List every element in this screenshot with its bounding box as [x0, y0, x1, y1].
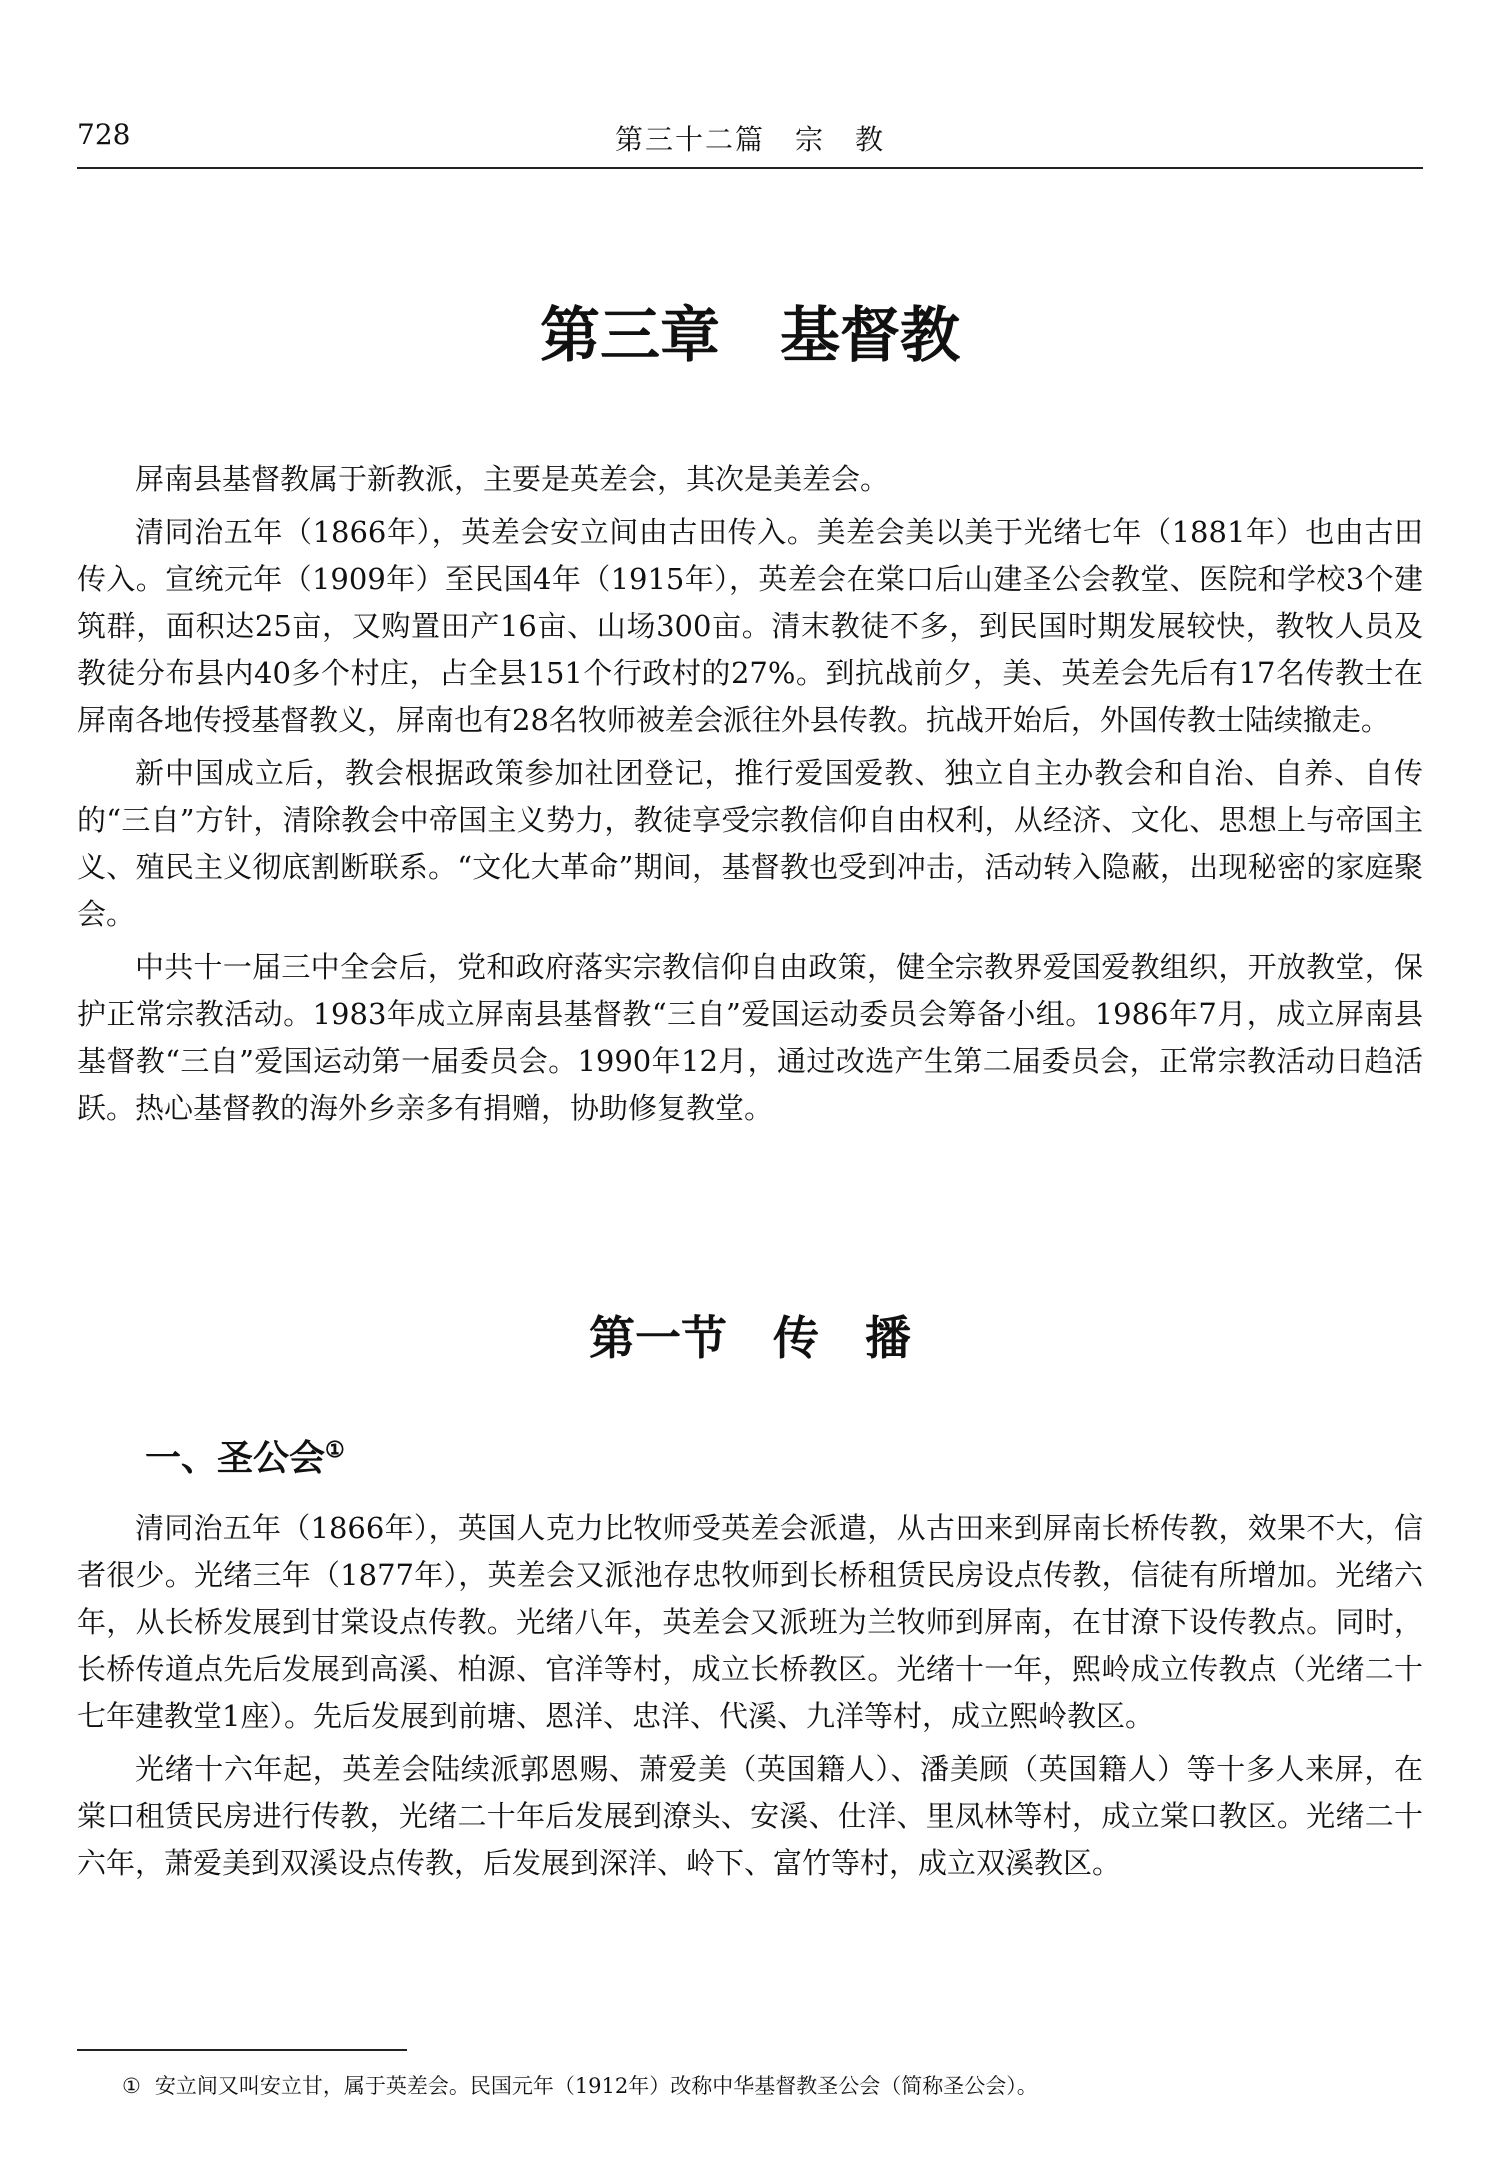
running-header [77, 118, 1423, 166]
paragraph: 清同治五年（1866年），英国人克力比牧师受英差会派遣，从古田来到屏南长桥传教，效果不大，信者很少。光绪三年（1877年），英差会又派池存忠牧师到长桥租赁民房设点传教，信徒有所增加。光绪六年，从长桥发展到甘棠设点传教。光绪八年，英差会又派班为兰牧师到屏南，在甘潦下设传教点。同时，长桥传道点先后发展到高溪、柏源、官洋等村，成立长桥教区。光绪十一年，熙岭成立传教点（光绪二十七年建教堂1座）。先后发展到前塘、恩洋、忠洋、代溪、九洋等村，成立熙岭教区。 [77, 1511, 1423, 1733]
footnote-reference[interactable]: ① [325, 1437, 345, 1463]
paragraph: 中共十一届三中全会后，党和政府落实宗教信仰自由政策，健全宗教界爱国爱教组织，开放教堂，保护正常宗教活动。1983年成立屏南县基督教“三自”爱国运动委员会筹备小组。1986年7月，成立屏南县基督教“三自”爱国运动第一届委员会。1990年12月，通过改选产生第二届委员会，正常宗教活动日趋活跃。热心基督教的海外乡亲多有捐赠，协助修复教堂。 [77, 950, 1423, 1125]
running-title: 第三十二篇 宗 教 [614, 123, 885, 156]
paragraph: 屏南县基督教属于新教派，主要是英差会，其次是美差会。 [135, 462, 890, 496]
footnote-rule [77, 2049, 407, 2051]
chapter-title: 第三章 基督教 [540, 301, 960, 371]
footnote-text: 安立间又叫安立甘，属于英差会。民国元年（1912年）改称中华基督教圣公会（简称圣公会）。 [154, 2074, 1038, 2098]
section-title: 第一节 传 播 [589, 1311, 911, 1365]
section-body [77, 1505, 1423, 1893]
page-number: 728 [77, 118, 131, 151]
chapter-intro [77, 456, 1423, 1138]
footnote [122, 2071, 1423, 2101]
paragraph: 清同治五年（1866年），英差会安立间由古田传入。美差会美以美于光绪七年（1881年）也由古田传入。宣统元年（1909年）至民国4年（1915年），英差会在棠口后山建圣公会教堂、医院和学校3个建筑群，面积达25亩，又购置田产16亩、山场300亩。清末教徒不多，到民国时期发展较快，教牧人员及教徒分布县内40多个村庄，占全县151个行政村的27%。到抗战前夕，美、英差会先后有17名传教士在屏南各地传授基督教义，屏南也有28名牧师被差会派往外县传教。抗战开始后，外国传教士陆续撤走。 [77, 515, 1423, 737]
header-rule [77, 167, 1423, 169]
paragraph: 光绪十六年起，英差会陆续派郭恩赐、萧爱美（英国籍人）、潘美顾（英国籍人）等十多人来屏，在棠口租赁民房进行传教，光绪二十年后发展到潦头、安溪、仕洋、里凤林等村，成立棠口教区。光绪二十六年，萧爱美到双溪设点传教，后发展到深洋、岭下、富竹等村，成立双溪教区。 [77, 1752, 1423, 1880]
paragraph: 新中国成立后，教会根据政策参加社团登记，推行爱国爱教、独立自主办教会和自治、自养、自传的“三自”方针，清除教会中帝国主义势力，教徒享受宗教信仰自由权利，从经济、文化、思想上与帝国主义、殖民主义彻底割断联系。“文化大革命”期间，基督教也受到冲击，活动转入隐蔽，出现秘密的家庭聚会。 [77, 756, 1423, 931]
subsection-title-text: 一、圣公会 [145, 1437, 326, 1479]
subsection-title [145, 1430, 345, 1481]
footnote-marker: ① [122, 2074, 141, 2098]
